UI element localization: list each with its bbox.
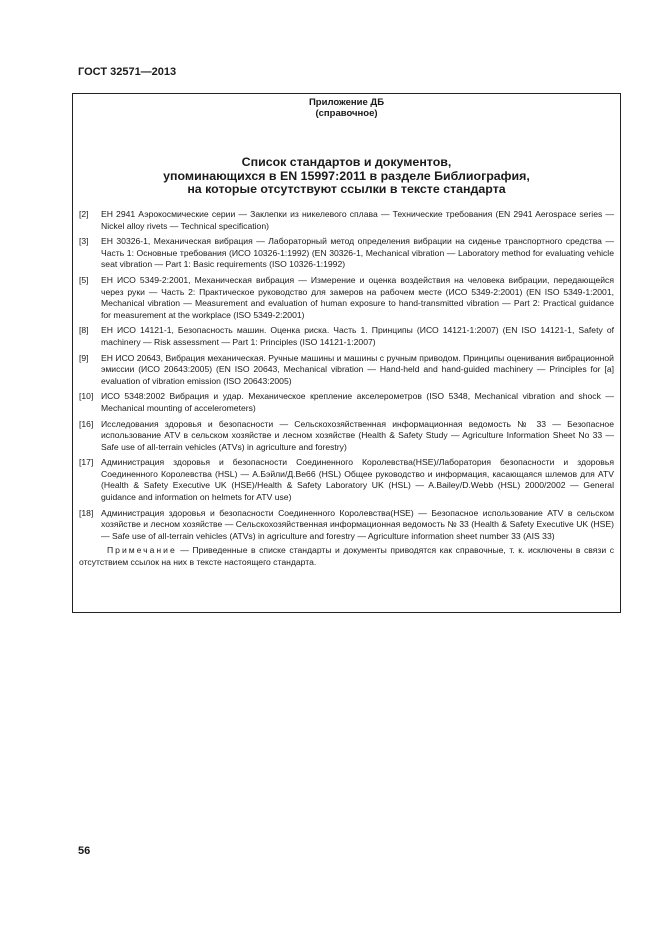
annex-heading bbox=[73, 97, 620, 119]
reference-text: Администрация здоровья и безопасности Соединенного Королевства(HSE)/Лаборатория безопасности и здоровья Соединенного Королевства (HSL) — А.Бэйли/Д.Ве66 (HSL) Общее руководство и информация, касающаяся шлемов для ATV (Health & Safety Executive UK (HSE)/Health & Safety Laboratory UK (HSL) — A.Bailey/D.Webb (HSL) 2000/2002 — General guidance and information on helmets for ATV use) bbox=[101, 457, 614, 503]
reference-list bbox=[79, 209, 614, 569]
reference-number: [2] bbox=[79, 209, 89, 219]
reference-number: [8] bbox=[79, 325, 89, 336]
reference-text: ЕН ИСО 20643, Вибрация механическая. Ручные машины и машины с ручным приводом. Принципы оценивания вибрационной эмиссии (ИСО 20643:2005) (EN ISO 20643, Mechanical vibration — Hand-held and hand-guided machinery — Principles for [a] evaluation of vibration emission (ISO 20643:2005) bbox=[101, 352, 614, 386]
annex-subtitle: (справочное) bbox=[315, 108, 378, 119]
bibliography-title bbox=[73, 156, 620, 197]
reference-entry bbox=[79, 275, 614, 321]
reference-number: [10] bbox=[79, 391, 94, 402]
reference-text: Исследования здоровья и безопасности — Сельскохозяйственная информационная ведомость № 33 — Безопасное использование ATV в сельском хозяйстве и лесном хозяйстве (Health & Safety Study — Agriculture Information Sheet No 33 — Safe use of all-terrain vehicles (ATVs) in agriculture and forestry) bbox=[101, 418, 614, 452]
reference-text: ИСО 5348:2002 Вибрация и удар. Механическое крепление акселерометров (ISO 5348, Mechanical vibration and shock — Mechanical mounting of accelerometers) bbox=[101, 391, 614, 413]
reference-number: [18] bbox=[79, 507, 94, 518]
page-number: 56 bbox=[78, 845, 91, 857]
note-label: Примечание bbox=[107, 545, 177, 556]
note-text: — Приведенные в списке стандарты и документы приводятся как справочные, т. к. исключены в связи с отсутствием ссылок на них в тексте настоящего стандарта. bbox=[79, 545, 614, 568]
reference-entry bbox=[79, 508, 614, 543]
title-line-2: упоминающихся в EN 15997:2011 в разделе Библиография, bbox=[163, 168, 530, 183]
reference-text: Администрация здоровья и безопасности Соединенного Королевства(HSE) — Безопасное использование ATV в сельском хозяйстве и лесном хозяйстве — Сельскохозяйственная информационная ведомость № 33 (Health & Safety Executive UK (HSE) — Safe use of all-terrain vehicles (ATVs) in agriculture and forestry — Agriculture information sheet number 33 (AIS 33) bbox=[101, 507, 614, 541]
reference-number: [16] bbox=[79, 418, 94, 429]
reference-text: ЕН ИСО 14121-1, Безопасность машин. Оценка риска. Часть 1. Принципы (ИСО 14121-1:2007) (EN ISO 14121-1, Safety of machinery — Risk assessment — Part 1: Principles (ISO 14121-1:2007) bbox=[101, 325, 614, 347]
reference-entry bbox=[79, 419, 614, 454]
document-standard-header: ГОСТ 32571—2013 bbox=[78, 66, 177, 78]
title-line-3: на которые отсутствуют ссылки в тексте стандарта bbox=[187, 182, 506, 197]
reference-text: ЕН ИСО 5349-2:2001, Механическая вибрация — Измерение и оценка воздействия на человека вибрации, передающейся через руки — Часть 2: Практическое руководство для замеров на рабочем месте (ИСО 5349-2:2001) (EN ISO 5349-1:2001, Mechanical vibration — Measurement and evaluation of human exposure to hand-transmitted vibration — Part 2: Practical guidance for measurement at the workplace (ISO 5349-2:2001) bbox=[101, 274, 614, 320]
reference-text: ЕН 2941 Аэрокосмические серии — Заклепки из никелевого сплава — Технические требования (EN 2941 Aerospace series — Nickel alloy rivets — Technical specification) bbox=[101, 209, 614, 231]
reference-entry bbox=[79, 325, 614, 348]
title-line-1: Список стандартов и документов, bbox=[241, 155, 452, 169]
reference-entry bbox=[79, 236, 614, 271]
reference-number: [17] bbox=[79, 457, 94, 468]
reference-entry bbox=[79, 209, 614, 232]
reference-entry bbox=[79, 391, 614, 414]
reference-number: [3] bbox=[79, 236, 89, 247]
reference-text: ЕН 30326-1, Механическая вибрация — Лабораторный метод определения вибрации на сиденье транспортного средства — Часть 1: Основные требования (ИСО 10326-1:1992) (EN 30326-1, Mechanical vibration — Laboratory method for evaluating vehicle seat vibration — Part 1: Basic requirements (ISO 10326-1:1992) bbox=[101, 236, 614, 270]
note-paragraph bbox=[79, 545, 614, 568]
annex-frame bbox=[72, 93, 621, 613]
reference-entry bbox=[79, 353, 614, 388]
annex-title: Приложение ДБ bbox=[308, 97, 385, 108]
reference-number: [5] bbox=[79, 274, 89, 285]
reference-entry bbox=[79, 457, 614, 503]
reference-number: [9] bbox=[79, 352, 89, 363]
